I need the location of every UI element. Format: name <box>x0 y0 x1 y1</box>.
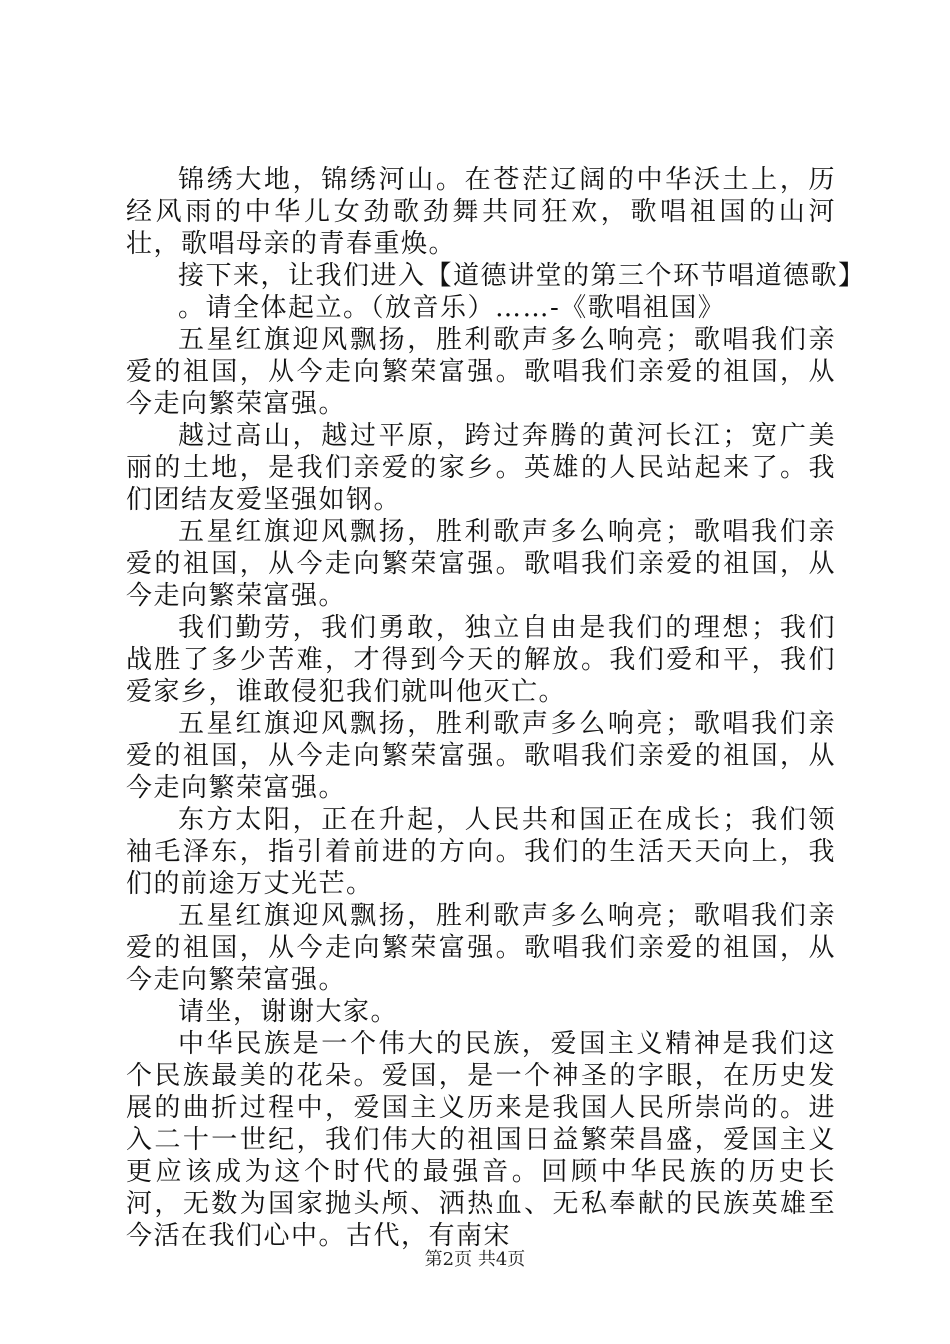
paragraph-5: 越过高山，越过平原，跨过奔腾的黄河长江；宽广美丽的土地，是我们亲爱的家乡。英雄的人民站起来了。我们团结友爱坚强如钢。 <box>126 421 836 515</box>
paragraph-11: 请坐，谢谢大家。 <box>178 997 399 1027</box>
paragraph-4: 五星红旗迎风飘扬，胜利歌声多么响亮；歌唱我们亲爱的祖国，从今走向繁荣富强。歌唱我们亲爱的祖国，从今走向繁荣富强。 <box>126 325 836 419</box>
paragraph-6: 五星红旗迎风飘扬，胜利歌声多么响亮；歌唱我们亲爱的祖国，从今走向繁荣富强。歌唱我们亲爱的祖国，从今走向繁荣富强。 <box>126 517 836 611</box>
paragraph-12: 中华民族是一个伟大的民族，爱国主义精神是我们这个民族最美的花朵。爱国，是一个神圣的字眼，在历史发展的曲折过程中，爱国主义历来是我国人民所崇尚的。进入二十一世纪，我们伟大的祖国日益繁荣昌盛，爱国主义更应该成为这个时代的最强音。回顾中华民族的历史长河，无数为国家抛头颅、洒热血、无私奉献的民族英雄至今活在我们心中。古代，有南宋 <box>126 1029 836 1251</box>
page-number-label: 第2页 共4页 <box>424 1249 526 1270</box>
page-footer <box>0 1249 950 1271</box>
paragraph-10: 五星红旗迎风飘扬，胜利歌声多么响亮；歌唱我们亲爱的祖国，从今走向繁荣富强。歌唱我们亲爱的祖国，从今走向繁荣富强。 <box>126 901 836 995</box>
paragraph-2: 接下来，让我们进入【道德讲堂的第三个环节唱道德歌】 <box>178 261 866 291</box>
paragraph-1: 锦绣大地，锦绣河山。在苍茫辽阔的中华沃土上，历经风雨的中华儿女劲歌劲舞共同狂欢，歌唱祖国的山河壮，歌唱母亲的青春重焕。 <box>126 165 836 259</box>
paragraph-8: 五星红旗迎风飘扬，胜利歌声多么响亮；歌唱我们亲爱的祖国，从今走向繁荣富强。歌唱我们亲爱的祖国，从今走向繁荣富强。 <box>126 709 836 803</box>
paragraph-7: 我们勤劳，我们勇敢，独立自由是我们的理想；我们战胜了多少苦难，才得到今天的解放。我们爱和平，我们爱家乡，谁敢侵犯我们就叫他灭亡。 <box>126 613 836 707</box>
document-body <box>126 164 866 1252</box>
paragraph-9: 东方太阳，正在升起，人民共和国正在成长；我们领袖毛泽东，指引着前进的方向。我们的生活天天向上，我们的前途万丈光芒。 <box>126 805 836 899</box>
paragraph-3: 。请全体起立。（放音乐）……-《歌唱祖国》 <box>178 293 726 323</box>
